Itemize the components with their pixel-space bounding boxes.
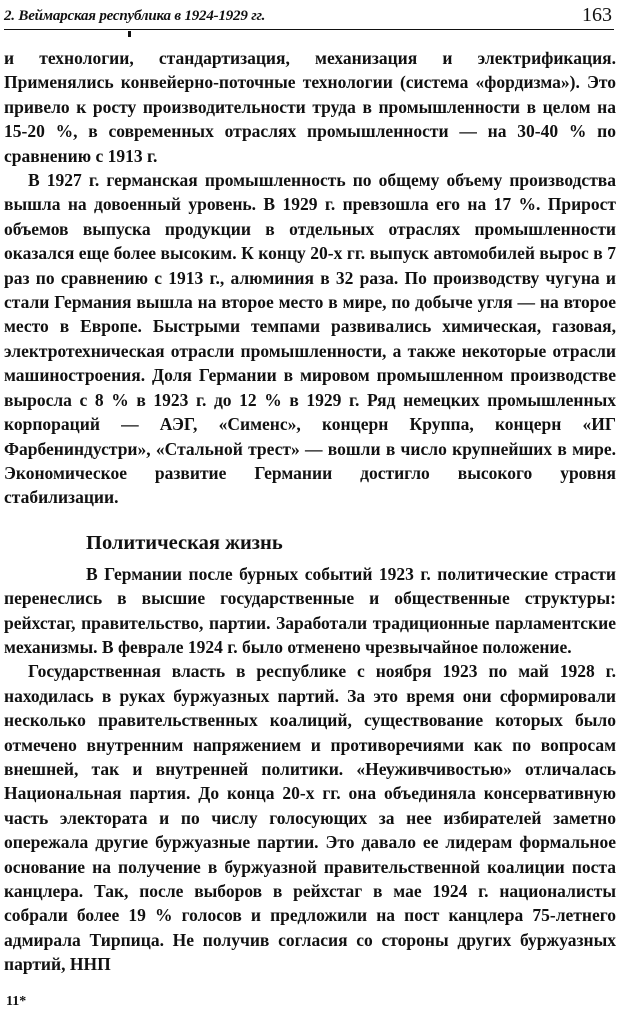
paragraph-continuation: и технологии, стандартизация, механизация и электрификация. Применялись конвейерно-поточные технологии (система «фордизма»). Это привело к росту производительности труда в промышленности в целом на 15-20 %, в современных отраслях промышленности — на 30-40 % по сравнению с 1913 г. — [4, 48, 616, 166]
paragraph-political-life: В Германии после бурных событий 1923 г. политические страсти перенеслись в высшие государственные и общественные структуры: рейхстаг, правительство, партии. Заработали традиционные парламентские механизмы. В феврале 1924 г. было отменено чрезвычайное положение. — [4, 563, 616, 657]
header-rule — [4, 29, 614, 30]
section-heading: Политическая жизнь — [86, 531, 283, 554]
header-mark — [128, 31, 131, 37]
running-title: 2. Веймарская республика в 1924-1929 гг. — [4, 8, 266, 24]
body-text — [4, 46, 616, 977]
running-head — [4, 2, 616, 28]
paragraph-industry-growth: В 1927 г. германская промышленность по общему объему производства вышла на довоенный уровень. В 1929 г. превзошла его на 17 %. Прирост объемов выпуска продукции в отдельных отраслях промышленности оказался еще более высоким. К концу 20-х гг. выпуск автомобилей вырос в 7 раз по сравнению с 1913 г., алюминия в 32 раза. По производству чугуна и стали Германия вышла на второе место в мире, по добыче угля — на второе место в Европе. Быстрыми темпами развивались химическая, газовая, электротехническая отрасли промышленности, а также некоторые отрасли машиностроения. Доля Германии в мировом промышленном производстве выросла с 8 % в 1923 г. до 12 % в 1929 г. Ряд немецких промышленных корпораций — АЭГ, «Сименс», концерн Круппа, концерн «ИГ Фарбениндустри», «Стальной трест» — вошли в число крупнейших в мире. Экономическое развитие Германии достигло высокого уровня стабилизации. — [4, 170, 616, 508]
paragraph-state-power: Государственная власть в республике с ноября 1923 по май 1928 г. находилась в руках буржуазных партий. За это время они сформировали несколько правительственных коалиций, существование которых было отмечено внутренним напряжением и противоречиями как по вопросам внешней, так и внутренней политики. «Неуживчивостью» отличалась Национальная партия. До конца 20-х гг. она объединяла консервативную часть электората и по числу голосующих за нее избирателей заметно опережала другие буржуазные партии. Это давало ее лидерам формальное основание на получение в буржуазной правительственной коалиции поста канцлера. Так, после выборов в рейхстаг в мае 1924 г. националисты собрали более 19 % голосов и предложили на пост канцлера 75-летнего адмирала Тирпица. Не получив согласия со стороны других буржуазных партий, ННП — [4, 661, 616, 975]
printer-signature: 11* — [6, 994, 27, 1009]
page-number: 163 — [582, 4, 612, 26]
